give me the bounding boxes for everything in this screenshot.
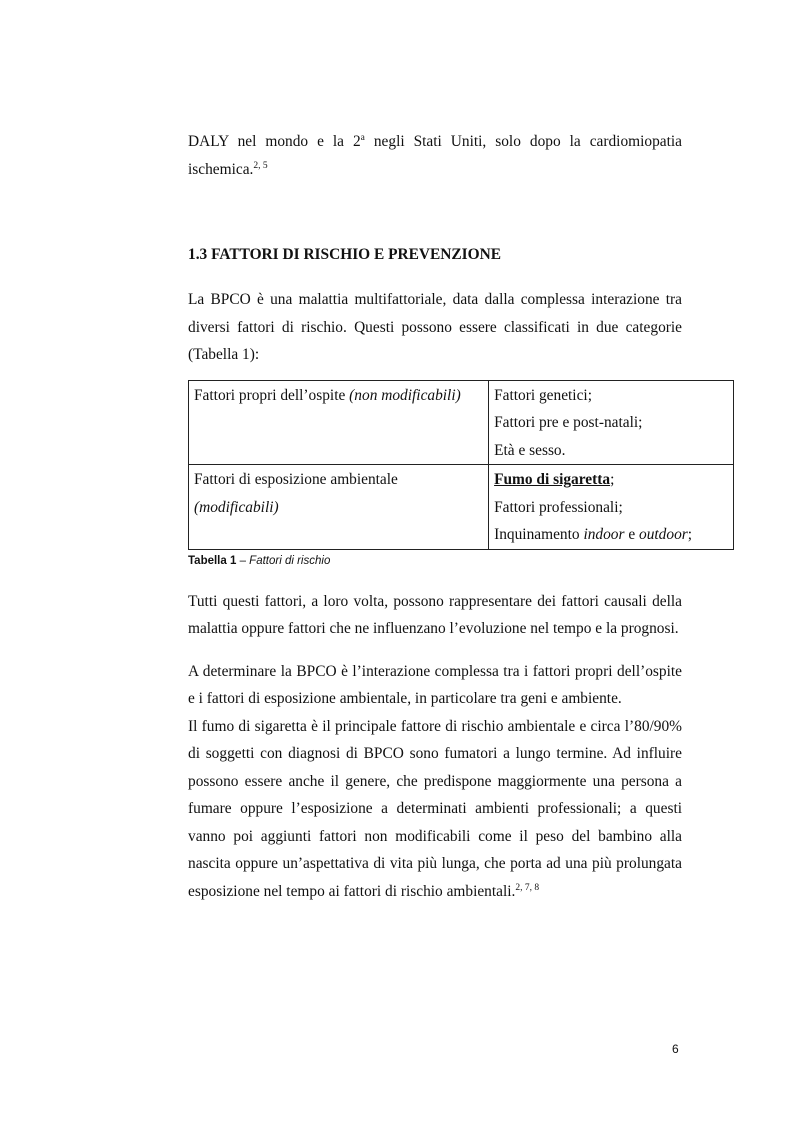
- paragraph-citation: 2, 7, 8: [515, 882, 540, 893]
- cell-text: Inquinamento: [494, 526, 584, 543]
- ordinal-superscript: a: [360, 133, 365, 143]
- intro-text: DALY nel mondo e la 2: [188, 133, 361, 150]
- caption-label: Tabella 1: [188, 554, 237, 567]
- cell-line: Fattori di esposizione ambientale: [194, 471, 398, 488]
- table-cell-host-factors: [189, 380, 489, 465]
- cell-text: ;: [687, 526, 693, 543]
- table-row: [189, 380, 734, 465]
- cell-italic-text: (modificabili): [194, 498, 279, 516]
- body-paragraph-smoking: [188, 713, 682, 906]
- cell-italic-text: indoor: [583, 526, 625, 543]
- cell-line: [494, 466, 728, 494]
- cell-italic-text: outdoor: [639, 526, 688, 543]
- cell-line: Fattori genetici;: [494, 386, 592, 404]
- cell-line: Fattori professionali;: [494, 498, 623, 516]
- caption-separator: –: [236, 554, 250, 567]
- cell-bold-text: Fumo di sigaretta: [494, 471, 611, 488]
- cell-line: Fattori pre e post-natali;: [494, 414, 643, 431]
- table-caption: [188, 554, 682, 568]
- table-cell-host-factors-list: [489, 380, 734, 465]
- page-number: 6: [672, 1042, 679, 1056]
- cell-line: [494, 521, 728, 549]
- cell-text: e: [624, 526, 640, 543]
- document-page: [188, 128, 693, 905]
- section-heading: 1.3 FATTORI DI RISCHIO E PREVENZIONE: [188, 246, 501, 263]
- intro-text-continued: negli Stati Uniti, solo dopo la cardiomiopatia ischemica.: [188, 133, 683, 178]
- section-intro-paragraph: La BPCO è una malattia multifattoriale, data dalla complessa interazione tra diversi fattori di rischio. Questi possono essere classificati in due categorie (Tabella 1):: [188, 291, 682, 363]
- table-row: [189, 465, 734, 550]
- intro-paragraph: [188, 128, 682, 183]
- cell-line: [194, 494, 483, 522]
- table-cell-environment-factors: [189, 465, 489, 550]
- cell-italic-text: (non modificabili): [349, 386, 461, 404]
- paragraph-text: Il fumo di sigaretta è il principale fattore di rischio ambientale e circa l’80/90% di soggetti con diagnosi di BPCO sono fumatori a lungo termine. Ad influire possono essere anche il genere, che predispone maggiormente una persona a fumare oppure l’esposizione a determinati ambienti professionali; a questi vanno poi aggiunti fattori non modificabili come il peso del bambino alla nascita oppure un’aspettativa di vita più lunga, che porta ad una più prolungata esposizione nel tempo ai fattori di rischio ambientali.: [188, 717, 682, 900]
- table-cell-environment-factors-list: [489, 465, 734, 550]
- intro-citation: 2, 5: [253, 160, 268, 171]
- cell-text: Fattori propri dell’ospite: [194, 386, 350, 404]
- risk-factors-table: [188, 380, 734, 550]
- caption-text: Fattori di rischio: [249, 554, 331, 567]
- cell-line: Età e sesso.: [494, 441, 566, 459]
- body-paragraph: Tutti questi fattori, a loro volta, possono rappresentare dei fattori causali della malattia oppure fattori che ne influenzano l’evoluzione nel tempo e la prognosi.: [188, 592, 682, 637]
- cell-text: ;: [610, 471, 615, 488]
- body-paragraph: A determinare la BPCO è l’interazione complessa tra i fattori propri dell’ospite e i fattori di esposizione ambientale, in particolare tra geni e ambiente.: [188, 662, 682, 707]
